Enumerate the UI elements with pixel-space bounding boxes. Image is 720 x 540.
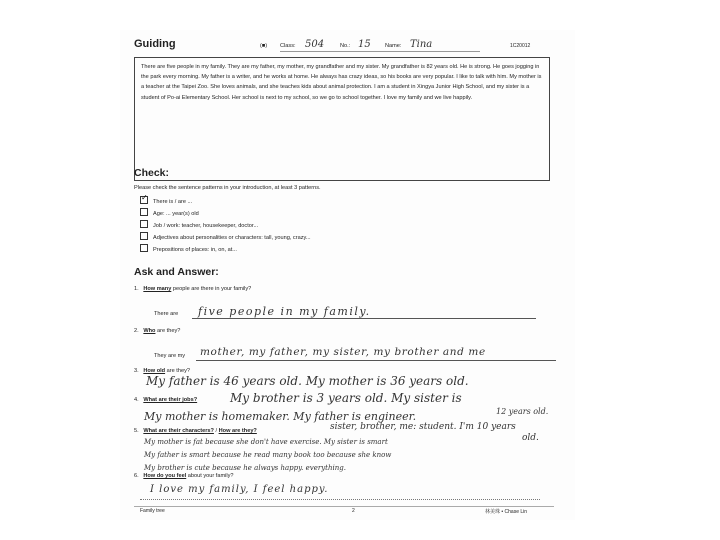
answer-5-line-3: My brother is cute because he always happy. everything. bbox=[144, 464, 346, 472]
question-6: 6. How do you feel about your family? bbox=[134, 473, 234, 479]
check-item[interactable]: Job / work: teacher, housekeeper, doctor... bbox=[140, 220, 258, 229]
check-instruction: Please check the sentence patterns in your introduction, at least 3 patterns. bbox=[134, 185, 321, 191]
answer-5-line-2: My father is smart because he read many book too because she know bbox=[144, 451, 392, 459]
answer-5-old: old. bbox=[522, 433, 539, 443]
no-value: 15 bbox=[358, 39, 371, 50]
footer-page-number: 2 bbox=[352, 508, 355, 514]
checkbox-checked[interactable] bbox=[140, 196, 148, 204]
name-value: Tina bbox=[410, 39, 433, 50]
question-4: 4. What are their jobs? bbox=[134, 397, 198, 403]
answer-3-line-1: My father is 46 years old. My mother is 36 years old. bbox=[146, 374, 469, 388]
checkbox[interactable] bbox=[140, 208, 148, 216]
answer-4-handwriting: My mother is homemaker. My father is engineer. bbox=[144, 410, 417, 423]
checkbox[interactable] bbox=[140, 232, 148, 240]
checkbox[interactable] bbox=[140, 244, 148, 252]
doc-code: 1C20012 bbox=[510, 43, 531, 49]
answer-2-prefix: They are my bbox=[154, 353, 186, 359]
intro-paragraph: There are five people in my family. They are my father, my mother, my grandfather and my sister. My grandfather is 82 years old. He is strong. He goes jogging in the park every morning. My father is a writer, and he works at home. He always has crazy ideas, so his books are very popular. I like to talk with him. My mother is a teacher at the Taipei Zoo. She loves animals, and she teaches kids about animal protection. I am a student in Xingya Junior High School, and my sister is a student of Po-ai Elementary School. Her school is next to my school, so we go to school together. I love my family and we live happily. bbox=[134, 57, 550, 181]
question-2: 2. Who are they? bbox=[134, 328, 181, 334]
checkbox[interactable] bbox=[140, 220, 148, 228]
answer-5-line-1: My mother is fat because she don't have exercise. My sister is smart bbox=[144, 438, 388, 446]
header-underline bbox=[280, 51, 480, 52]
question-3: 3. How old are they? bbox=[134, 368, 190, 374]
answer-1-handwriting: five people in my family. bbox=[198, 305, 371, 318]
page-title: Guiding bbox=[134, 38, 176, 50]
footer-right: 林美珠 • Chase Lin bbox=[485, 509, 528, 515]
answer-line bbox=[140, 499, 540, 500]
footer-left: Family tree bbox=[140, 508, 165, 514]
header-mark: (■) bbox=[260, 43, 268, 49]
answer-3-age-sister: 12 years old. bbox=[496, 407, 549, 416]
worksheet-page bbox=[120, 30, 575, 520]
answer-6-handwriting: I love my family, I feel happy. bbox=[150, 484, 329, 495]
question-5: 5. What are their characters? / How are they? bbox=[134, 428, 257, 434]
check-heading: Check: bbox=[134, 167, 170, 179]
check-item[interactable]: Age: ... year(s) old bbox=[140, 208, 199, 217]
no-label: No.: bbox=[340, 43, 351, 49]
check-item[interactable]: ✓There is / are ... bbox=[140, 196, 192, 205]
answer-5-top: sister, brother, me: student. I'm 10 years bbox=[330, 422, 516, 432]
check-item[interactable]: Prepositions of places: in, on, at... bbox=[140, 244, 237, 253]
ask-heading: Ask and Answer: bbox=[134, 266, 219, 278]
answer-3-line-2: My brother is 3 years old. My sister is bbox=[230, 391, 462, 405]
name-label: Name: bbox=[385, 43, 402, 49]
answer-line bbox=[192, 318, 536, 319]
answer-2-handwriting: mother, my father, my sister, my brother and me bbox=[200, 346, 486, 358]
answer-1-prefix: There are bbox=[154, 311, 179, 317]
answer-line bbox=[196, 360, 556, 361]
class-label: Class: bbox=[280, 43, 296, 49]
class-value: 504 bbox=[305, 39, 325, 50]
check-item[interactable]: Adjectives about personalities or characters: tall, young, crazy... bbox=[140, 232, 311, 241]
footer-rule bbox=[134, 506, 554, 507]
question-1: 1. How many people are there in your family? bbox=[134, 286, 252, 292]
